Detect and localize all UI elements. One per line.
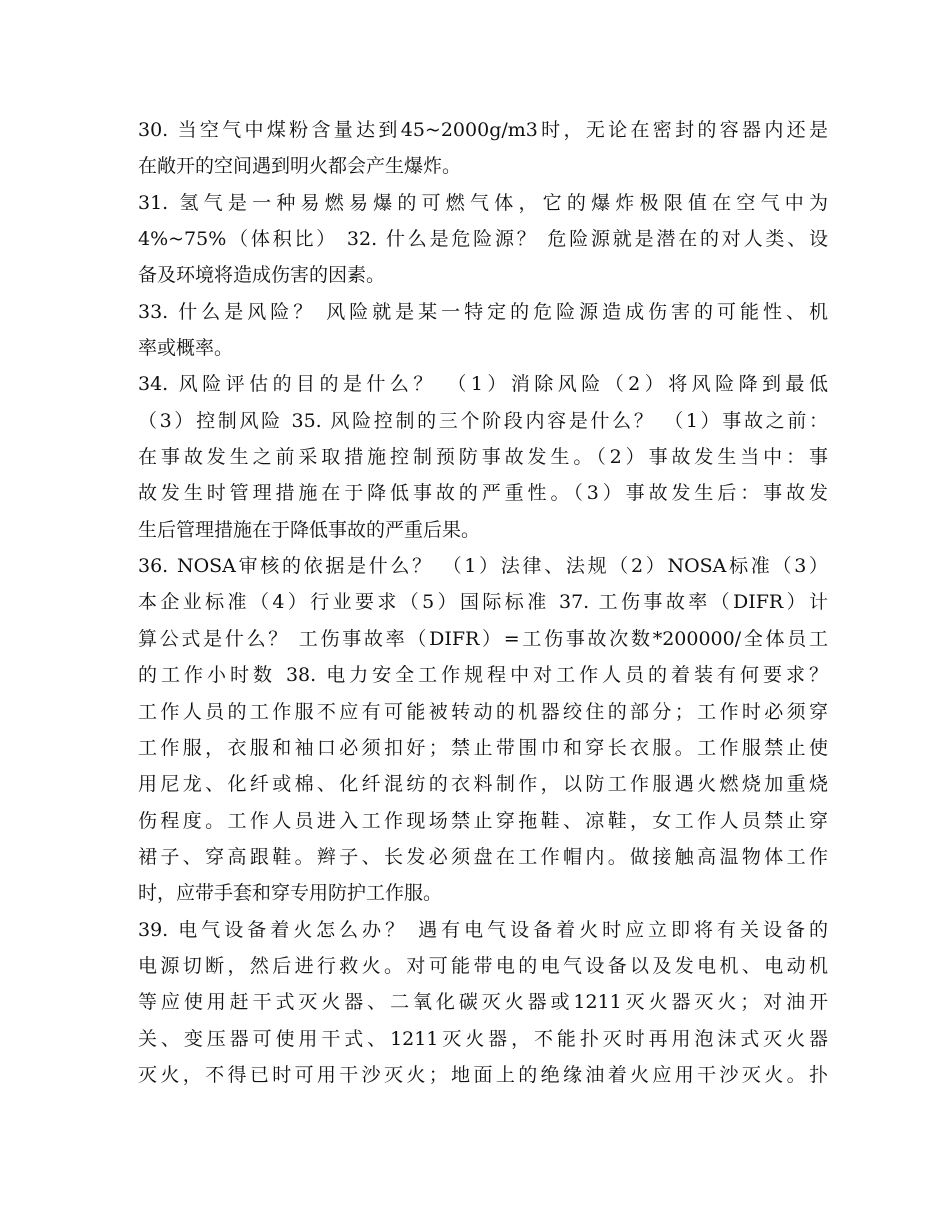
text-line: 的工作小时数 38. 电力安全工作规程中对工作人员的着装有何要求？	[138, 664, 828, 687]
text-line: 工作服，衣服和袖口必须扣好；禁止带围巾和穿长衣服。工作服禁止使	[138, 736, 828, 759]
text-line: 电源切断，然后进行救火。对可能带电的电气设备以及发电机、电动机	[138, 954, 828, 977]
text-line: 33. 什么是风险？ 风险就是某一特定的危险源造成伤害的可能性、机	[138, 300, 828, 323]
text-line: 伤程度。工作人员进入工作现场禁止穿拖鞋、凉鞋，女工作人员禁止穿	[138, 809, 828, 832]
text-line: 备及环境将造成伤害的因素。	[138, 264, 386, 287]
text-line: 时，应带手套和穿专用防护工作服。	[138, 882, 443, 905]
text-line: 工作人员的工作服不应有可能被转动的机器绞住的部分；工作时必须穿	[138, 700, 828, 723]
text-line: 用尼龙、化纤或棉、化纤混纺的衣料制作，以防工作服遇火燃烧加重烧	[138, 773, 828, 796]
text-line: 36. NOSA审核的依据是什么？ （1）法律、法规（2）NOSA标准（3）	[138, 555, 828, 578]
text-line: 31. 氢气是一种易燃易爆的可燃气体，它的爆炸极限值在空气中为	[138, 191, 828, 214]
text-line: 裙子、穿高跟鞋。辫子、长发必须盘在工作帽内。做接触高温物体工作	[138, 845, 828, 868]
text-line: 39. 电气设备着火怎么办？ 遇有电气设备着火时应立即将有关设备的	[138, 918, 828, 941]
text-line: 关、变压器可使用干式、1211灭火器，不能扑灭时再用泡沫式灭火器	[138, 1027, 828, 1050]
text-line: 在敞开的空间遇到明火都会产生爆炸。	[138, 155, 462, 178]
text-line: 率或概率。	[138, 337, 234, 360]
text-line: 在事故发生之前采取措施控制预防事故发生。（2）事故发生当中：事	[138, 446, 828, 469]
document-body	[138, 112, 828, 1093]
text-line: 灭火，不得已时可用干沙灭火；地面上的绝缘油着火应用干沙灭火。扑	[138, 1063, 828, 1086]
text-line: 等应使用赶干式灭火器、二氧化碳灭火器或1211灭火器灭火；对油开	[138, 991, 828, 1014]
text-line: 34. 风险评估的目的是什么？ （1）消除风险（2）将风险降到最低	[138, 373, 828, 396]
text-line: 故发生时管理措施在于降低事故的严重性。（3）事故发生后：事故发	[138, 482, 828, 505]
text-line: 30. 当空气中煤粉含量达到45~2000g/m3时，无论在密封的容器内还是	[138, 119, 828, 141]
text-line: （3）控制风险 35. 风险控制的三个阶段内容是什么？ （1）事故之前：	[138, 409, 828, 432]
text-line: 生后管理措施在于降低事故的严重后果。	[138, 518, 481, 541]
text-line: 4%~75%（体积比） 32. 什么是危险源？ 危险源就是潜在的对人类、设	[138, 228, 828, 251]
text-line: 本企业标准（4）行业要求（5）国际标准 37. 工伤事故率（DIFR）计	[138, 591, 828, 614]
text-line: 算公式是什么？ 工伤事故率（DIFR）=工伤事故次数*200000/全体员工	[138, 627, 828, 650]
